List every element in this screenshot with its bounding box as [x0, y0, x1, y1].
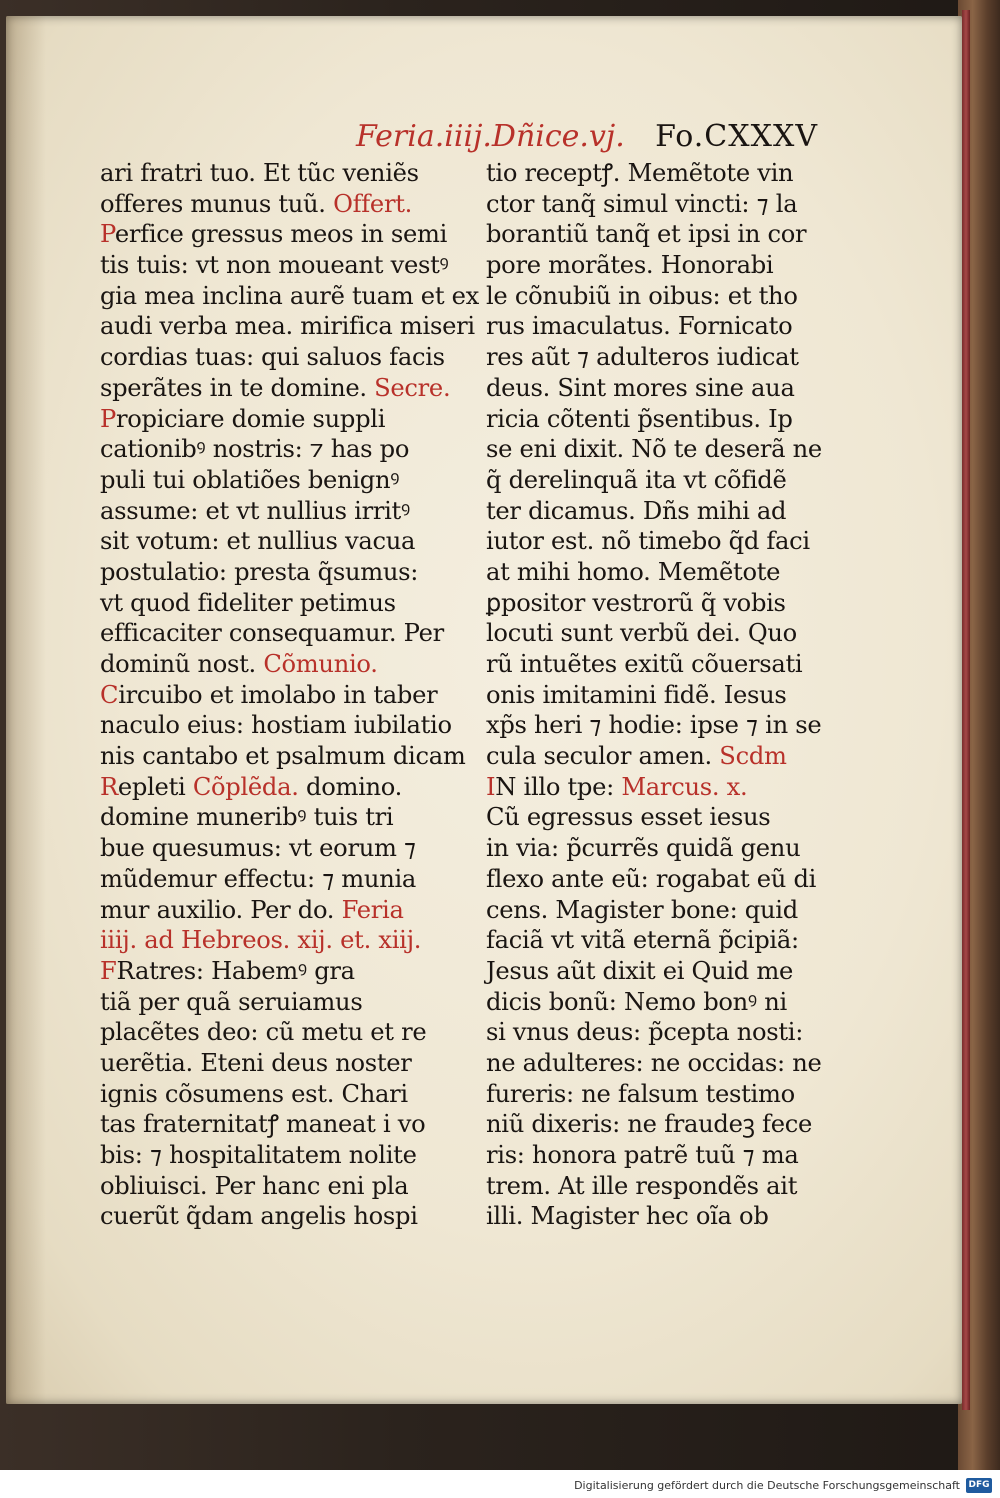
body-text: assume: et vt nullius irritꝰ	[100, 496, 410, 525]
body-text: cula seculor amen.	[486, 742, 720, 771]
body-text: illi. Magister hec oĩa ob	[486, 1202, 769, 1231]
running-header	[356, 112, 826, 162]
text-line	[100, 1109, 435, 1140]
body-text: xp̃s heri ⁊ hodie: ipse ⁊ in se	[486, 711, 822, 740]
body-text: tis tuis: vt non moueant vestꝰ	[100, 251, 449, 280]
rubric-text: Cõmunio.	[263, 650, 378, 678]
funding-notice: Digitalisierung gefördert durch die Deutsche Forschungsgemeinschaft	[574, 1479, 960, 1492]
text-line	[486, 864, 821, 895]
text-line	[486, 1079, 821, 1110]
body-text: sit votum: et nullius vacua	[100, 527, 416, 556]
text-line	[486, 987, 821, 1018]
text-line	[100, 956, 435, 987]
body-text: bis: ⁊ hospitalitatem nolite	[100, 1141, 417, 1169]
body-text: at mihi homo. Memẽtote	[486, 557, 781, 586]
body-text: le cõnubiũ in oibus: et tho	[486, 281, 798, 310]
text-line	[100, 496, 435, 527]
text-line	[100, 526, 435, 557]
text-line	[100, 404, 435, 435]
body-text: postulatio: presta q̃sumus:	[100, 557, 419, 586]
text-line	[100, 342, 445, 373]
text-line	[100, 189, 435, 220]
text-line	[100, 1201, 435, 1232]
text-line	[100, 680, 438, 711]
text-line	[100, 895, 435, 926]
body-text: domine muneribꝰ tuis tri	[100, 803, 394, 832]
body-text: mũdemur effectu: ⁊ munia	[100, 864, 417, 893]
text-line	[486, 833, 821, 864]
body-text: trem. At ille respondẽs ait	[486, 1171, 798, 1200]
body-text: q̃ derelinquã ita vt cõfidẽ	[486, 465, 787, 494]
body-text: locuti sunt verbũ dei. Quo	[486, 619, 797, 648]
body-text: Cũ egressus esset iesus	[486, 803, 771, 832]
text-line	[486, 1201, 821, 1232]
text-line	[486, 772, 821, 803]
body-text: ari fratri tuo. Et tũc veniẽs	[100, 159, 419, 187]
body-text: epleti	[117, 772, 193, 801]
body-text: tas fraternitatꝭ maneat i vo	[100, 1110, 426, 1139]
dfg-logo: DFG	[966, 1478, 992, 1493]
text-line	[100, 649, 435, 680]
rubric-text: P	[100, 220, 115, 249]
text-line	[486, 1048, 821, 1079]
text-line	[486, 434, 821, 465]
text-line	[100, 618, 444, 649]
text-line	[486, 189, 821, 220]
body-text: onis imitamini fidẽ. Iesus	[486, 680, 787, 709]
body-text: niũ dixeris: ne fraudeꝫ fece	[486, 1110, 812, 1139]
text-line	[486, 250, 821, 281]
body-text: dominũ nost.	[100, 650, 264, 678]
text-line	[486, 1017, 821, 1048]
body-text: ignis cõsumens est. Chari	[100, 1079, 408, 1108]
text-line	[486, 557, 821, 588]
footer-bar	[0, 1470, 1000, 1498]
body-text: cuerũt q̃dam angelis hospi	[100, 1202, 418, 1231]
body-text: ter dicamus. Dñs mihi ad	[486, 496, 787, 525]
body-text: ircuibo et imolabo in taber	[118, 680, 438, 709]
body-text: placẽtes deo: cũ metu et re	[100, 1018, 427, 1047]
text-line	[486, 281, 821, 312]
body-text: puli tui oblatiões benignꝰ	[100, 465, 400, 494]
body-text: Jesus aũt dixit ei Quid me	[486, 956, 794, 985]
text-line	[100, 219, 448, 250]
body-text: mur auxilio. Per do.	[100, 895, 342, 924]
text-line	[486, 158, 821, 189]
body-text: ropiciare domie suppli	[115, 404, 386, 433]
text-line	[486, 311, 821, 342]
body-text: cationibꝰ nostris: ⁊ has po	[100, 435, 410, 464]
text-line	[100, 925, 435, 956]
body-text: tio receptꝭ. Memẽtote vin	[486, 159, 794, 187]
rubric-text: Secre.	[374, 373, 451, 402]
text-line	[100, 281, 479, 312]
rubric-text: F	[100, 956, 117, 985]
body-text: flexo ante eũ: rogabat eũ di	[486, 864, 817, 893]
text-line	[486, 895, 821, 926]
body-text: in via: p̃currẽs quidã genu	[486, 834, 801, 863]
text-line	[486, 373, 821, 404]
text-line	[100, 588, 435, 619]
body-text: ris: honora patrẽ tuũ ⁊ ma	[486, 1141, 799, 1169]
rubric-text: Offert.	[333, 189, 413, 218]
body-text: Ratres: Habemꝰ gra	[116, 956, 355, 985]
body-text: sperãtes in te domine.	[100, 373, 375, 402]
body-text: pore morãtes. Honorabi	[486, 251, 774, 280]
body-text: tiã per quã seruiamus	[100, 987, 363, 1016]
body-text: cordias tuas: qui saluos facis	[100, 343, 445, 372]
body-text: res aũt ⁊ adulteros iudicat	[486, 343, 799, 372]
body-text: ricia cõtenti p̃sentibus. Ip	[486, 404, 793, 433]
rubric-text: Scdm	[719, 742, 787, 771]
body-text: se eni dixit. Nõ te deserã ne	[486, 435, 822, 464]
text-line	[486, 680, 821, 711]
rubric-text: Marcus. x.	[621, 772, 748, 801]
text-line	[100, 373, 451, 404]
text-line	[486, 1140, 821, 1171]
body-text: deus. Sint mores sine aua	[486, 373, 795, 402]
rubric-text: iiij. ad Hebreos. xij. et. xiij.	[100, 926, 422, 955]
text-line	[486, 526, 821, 557]
text-line	[486, 342, 821, 373]
text-line	[100, 1079, 435, 1110]
right-text-column	[486, 158, 821, 1232]
body-text: rus imaculatus. Fornicato	[486, 312, 793, 341]
rubric-text: C	[100, 680, 119, 709]
rubric-text: P	[100, 404, 116, 433]
text-line	[486, 710, 821, 741]
body-text: gia mea inclina aurẽ tuam et ex	[100, 281, 479, 310]
body-text: nis cantabo et psalmum dicam	[100, 742, 466, 771]
text-line	[100, 311, 475, 342]
body-text: ꝑpositor vestrorũ q̃ vobis	[486, 588, 786, 617]
body-text: cens. Magister bone: quid	[486, 895, 798, 924]
running-title: Feria.iiij.Dñice.vj.	[356, 119, 625, 154]
text-line	[486, 219, 821, 250]
text-line	[100, 710, 452, 741]
text-line	[100, 864, 435, 895]
rubric-text: Cõplẽda.	[192, 772, 299, 801]
text-line	[100, 465, 435, 496]
body-text: offeres munus tuũ.	[100, 189, 334, 218]
text-line	[100, 158, 435, 189]
text-line	[486, 1109, 821, 1140]
text-line	[486, 925, 821, 956]
text-line	[100, 772, 435, 803]
text-line	[100, 833, 435, 864]
text-line	[100, 987, 435, 1018]
text-line	[486, 465, 821, 496]
body-text: rũ intuẽtes exitũ cõuersati	[486, 650, 803, 678]
text-line	[100, 557, 435, 588]
rubric-text: I	[486, 772, 496, 801]
text-line	[100, 250, 449, 281]
text-line	[486, 741, 821, 772]
text-line	[100, 1017, 435, 1048]
body-text: dicis bonũ: Nemo bonꝰ ni	[486, 987, 787, 1016]
body-text: fureris: ne falsum testimo	[486, 1079, 795, 1108]
body-text: iutor est. nõ timebo q̃d faci	[486, 527, 810, 556]
rubric-text: Feria	[341, 895, 404, 924]
text-line	[486, 956, 821, 987]
text-line	[100, 434, 435, 465]
body-text: uerẽtia. Eteni deus noster	[100, 1048, 412, 1077]
body-text: efficaciter consequamur. Per	[100, 619, 444, 648]
body-text: erfice gressus meos in semi	[114, 220, 448, 249]
text-line	[486, 404, 821, 435]
text-line	[486, 618, 821, 649]
body-text: N illo tpe:	[495, 772, 622, 801]
text-line	[486, 588, 821, 619]
body-text: vt quod fideliter petimus	[100, 588, 396, 617]
body-text: si vnus deus: p̃cepta nosti:	[486, 1018, 804, 1047]
page-edge	[962, 10, 970, 1410]
text-line	[100, 1048, 435, 1079]
body-text: audi verba mea. mirifica miseri	[100, 312, 475, 341]
text-line	[100, 1171, 435, 1202]
body-text: domino.	[298, 772, 403, 801]
text-line	[100, 1140, 435, 1171]
rubric-text: R	[100, 772, 118, 801]
text-line	[486, 496, 821, 527]
text-line	[486, 1171, 821, 1202]
text-line	[100, 741, 466, 772]
text-line	[486, 649, 821, 680]
body-text: naculo eius: hostiam iubilatio	[100, 711, 452, 740]
folio-number: Fo.CXXXV	[655, 119, 818, 154]
left-text-column	[100, 158, 479, 1232]
body-text: ne adulteres: ne occidas: ne	[486, 1048, 822, 1077]
text-line	[100, 802, 435, 833]
body-text: ctor tanq̃ simul vincti: ⁊ la	[486, 189, 798, 218]
body-text: faciã vt vitã eternã p̃cipiã:	[486, 926, 799, 955]
body-text: bue quesumus: vt eorum ⁊	[100, 834, 416, 863]
body-text: borantiũ tanq̃ et ipsi in cor	[486, 220, 807, 249]
text-line	[486, 802, 821, 833]
body-text: obliuisci. Per hanc eni pla	[100, 1171, 409, 1200]
